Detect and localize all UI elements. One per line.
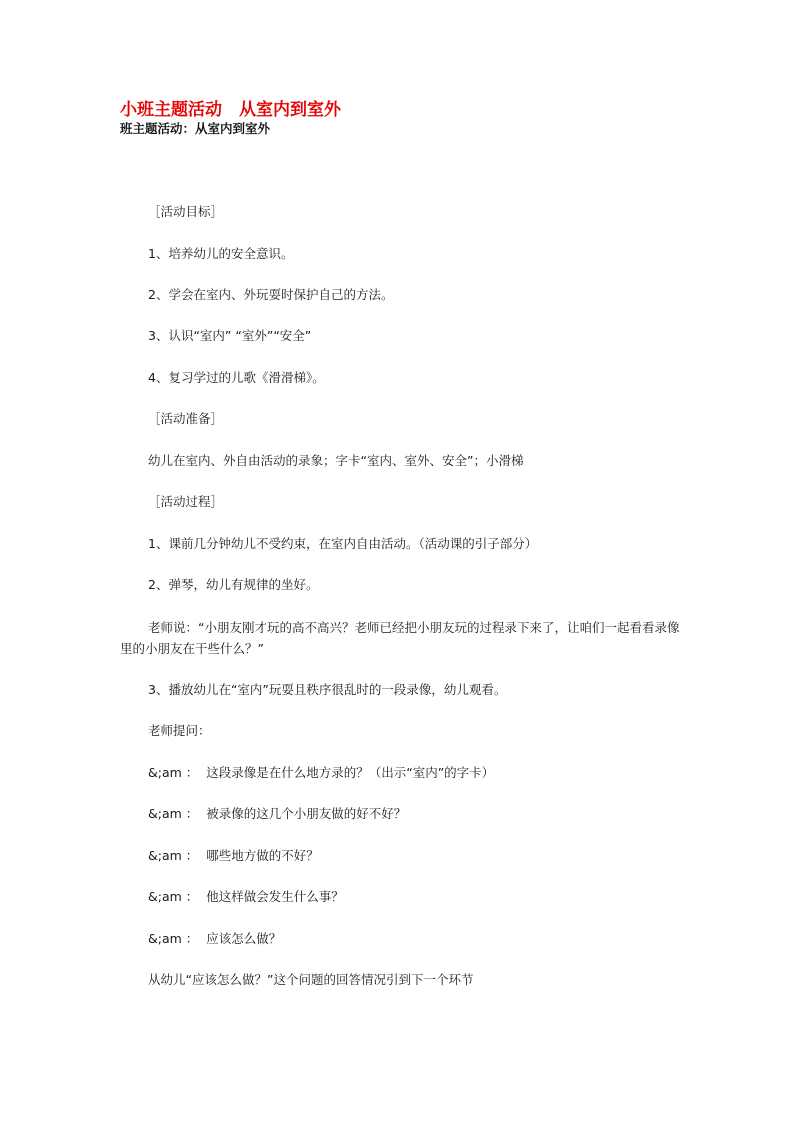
goal-item-4: 4、复习学过的儿歌《滑滑梯》。 [148,370,325,385]
teacher-asks: 老师提问： [148,723,211,738]
goal-item-3: 3、认识“室内” “室外”“安全” [148,328,312,343]
section-heading-process: ［活动过程］ [148,494,224,509]
section-heading-prep: ［活动准备］ [148,411,224,426]
document-title: 小班主题活动 从室内到室外 [120,100,341,120]
question-2: &;am ： 被录像的这几个小朋友做的好不好？ [148,806,407,821]
goal-item-1: 1、培养幼儿的安全意识。 [148,246,294,261]
transition-text: 从幼儿“应该怎么做？”这个问题的回答情况引到下一个环节 [148,972,474,987]
question-4: &;am ： 他这样做会发生什么事？ [148,889,344,904]
prep-text: 幼儿在室内、外自由活动的录象；字卡“室内、室外、安全”；小滑梯 [148,453,524,468]
process-step-1: 1、课前几分钟幼儿不受约束，在室内自由活动。（活动课的引子部分） [148,536,538,551]
question-5: &;am ： 应该怎么做？ [148,931,282,946]
question-3: &;am ： 哪些地方做的不好？ [148,848,319,863]
goal-item-2: 2、学会在室内、外玩耍时保护自己的方法。 [148,287,394,302]
process-step-3: 3、播放幼儿在“室内”玩耍且秩序很乱时的一段录像，幼儿观看。 [148,682,507,697]
document-subtitle: 班主题活动：从室内到室外 [120,121,271,136]
process-step-2: 2、弹琴，幼儿有规律的坐好。 [148,577,319,592]
teacher-says-paragraph: 老师说：“小朋友刚才玩的高不高兴？老师已经把小朋友玩的过程录下来了，让咱们一起看看录像里的小朋友在干些什么？” [120,620,680,656]
question-1: &;am ： 这段录像是在什么地方录的？（出示“室内”的字卡） [148,765,495,780]
section-heading-goal: ［活动目标］ [148,204,224,219]
